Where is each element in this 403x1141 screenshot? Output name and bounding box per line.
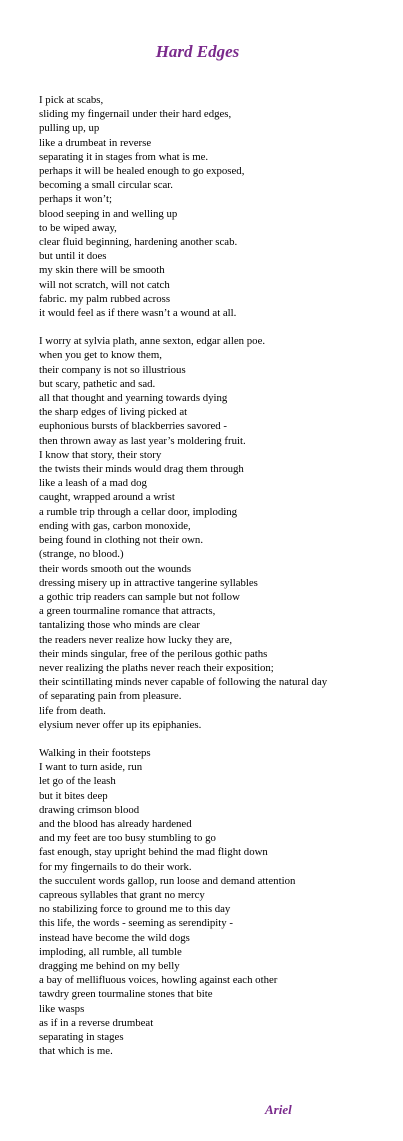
- poem-line: and my feet are too busy stumbling to go: [39, 832, 216, 845]
- poem-line: the succulent words gallop, run loose and demand attention: [39, 874, 296, 887]
- poem-line: perhaps it will be healed enough to go exposed,: [39, 165, 245, 178]
- poem-line: for my fingernails to do their work.: [39, 860, 192, 873]
- poem-line: blood seeping in and welling up: [39, 207, 178, 220]
- poem-line: their company is not so illustrious: [39, 363, 186, 376]
- poem-line: a green tourmaline romance that attracts,: [39, 605, 216, 618]
- poem-line: separating in stages: [39, 1031, 124, 1043]
- poem-line: I pick at scabs,: [39, 94, 104, 106]
- poem-line: their scintillating minds never capable of following the natural day: [39, 676, 328, 689]
- poem-line: fabric. my palm rubbed across: [39, 292, 171, 305]
- poem-line: my skin there will be smooth: [39, 264, 165, 277]
- poem-line: like a leash of a mad dog: [39, 477, 147, 490]
- poem-line: being found in clothing not their own.: [39, 534, 204, 547]
- poem-line: tantalizing those who minds are clear: [39, 619, 200, 632]
- poem-line: instead have become the wild dogs: [39, 931, 190, 944]
- poem-line: their words smooth out the wounds: [39, 562, 192, 575]
- poem-line: the sharp edges of living picked at: [39, 406, 188, 419]
- poem-line: drawing crimson blood: [39, 803, 140, 816]
- stanza-2: [39, 334, 401, 732]
- poem-line: tawdry green tourmaline stones that bite: [39, 988, 213, 1001]
- stanza-3: [39, 746, 401, 1058]
- poem-line: and the blood has already hardened: [39, 817, 192, 830]
- poem-line: I want to turn aside, run: [39, 761, 143, 774]
- poem-line: (strange, no blood.): [39, 548, 124, 561]
- poem-line: this life, the words - seeming as serendipity -: [39, 917, 234, 930]
- poem-line: I know that story, their story: [39, 448, 162, 461]
- poem-line: I worry at sylvia plath, anne sexton, edgar allen poe.: [39, 335, 266, 348]
- poem-line: never realizing the plaths never reach their exposition;: [39, 661, 274, 674]
- poem-line: the twists their minds would drag them through: [39, 463, 244, 476]
- poem-line: like wasps: [39, 1002, 85, 1015]
- poem-line: capreous syllables that grant no mercy: [39, 888, 205, 901]
- poem-line: dragging me behind on my belly: [39, 959, 180, 972]
- author-signature: Ariel: [265, 1102, 292, 1117]
- poem-line: to be wiped away,: [39, 221, 117, 234]
- poem-line: but until it does: [39, 250, 107, 263]
- poem-line: sliding my fingernail under their hard edges,: [39, 108, 232, 121]
- poem-line: clear fluid beginning, hardening another scab.: [39, 236, 238, 249]
- poem-line: will not scratch, will not catch: [39, 278, 170, 291]
- poem-line: then thrown away as last year’s moldering fruit.: [39, 434, 246, 447]
- poem-line: fast enough, stay upright behind the mad flight down: [39, 846, 268, 859]
- poem-line: ending with gas, carbon monoxide,: [39, 519, 191, 532]
- poem-line: as if in a reverse drumbeat: [39, 1016, 154, 1029]
- poem-line: separating it in stages from what is me.: [39, 150, 209, 163]
- stanza-1: [39, 93, 401, 320]
- poem-line: dressing misery up in attractive tangerine syllables: [39, 576, 258, 589]
- poem-title: Hard Edges: [155, 42, 240, 61]
- poem-line: that which is me.: [39, 1045, 113, 1058]
- poem-line: like a drumbeat in reverse: [39, 136, 152, 149]
- poem-line: caught, wrapped around a wrist: [39, 491, 175, 504]
- poem-line: let go of the leash: [39, 775, 116, 788]
- poem-line: but it bites deep: [39, 789, 108, 802]
- poem-line: Walking in their footsteps: [39, 746, 151, 759]
- poem-line: all that thought and yearning towards dying: [39, 392, 228, 405]
- poem-line: a bay of mellifluous voices, howling against each other: [39, 974, 278, 987]
- poem-line: imploding, all rumble, all tumble: [39, 945, 182, 958]
- poem-line: life from death.: [39, 704, 106, 717]
- poem-line: a rumble trip through a cellar door, imploding: [39, 505, 238, 518]
- poem-line: elysium never offer up its epiphanies.: [39, 718, 202, 731]
- poem-line: pulling up, up: [39, 122, 100, 135]
- poem-line: no stabilizing force to ground me to this day: [39, 903, 231, 916]
- poem-line: euphonious bursts of blackberries savored -: [39, 420, 227, 433]
- poem-line: of separating pain from pleasure.: [39, 690, 182, 703]
- poem-body: [39, 93, 401, 1058]
- poem-line: a gothic trip readers can sample but not follow: [39, 590, 240, 603]
- poem-line: when you get to know them,: [39, 349, 162, 362]
- poem-line: it would feel as if there wasn’t a wound at all.: [39, 307, 237, 320]
- poem-line: becoming a small circular scar.: [39, 179, 174, 192]
- poem-line: but scary, pathetic and sad.: [39, 377, 156, 390]
- poem-line: perhaps it won’t;: [39, 193, 112, 206]
- poem-line: the readers never realize how lucky they are,: [39, 633, 233, 646]
- poem-line: their minds singular, free of the perilous gothic paths: [39, 647, 268, 660]
